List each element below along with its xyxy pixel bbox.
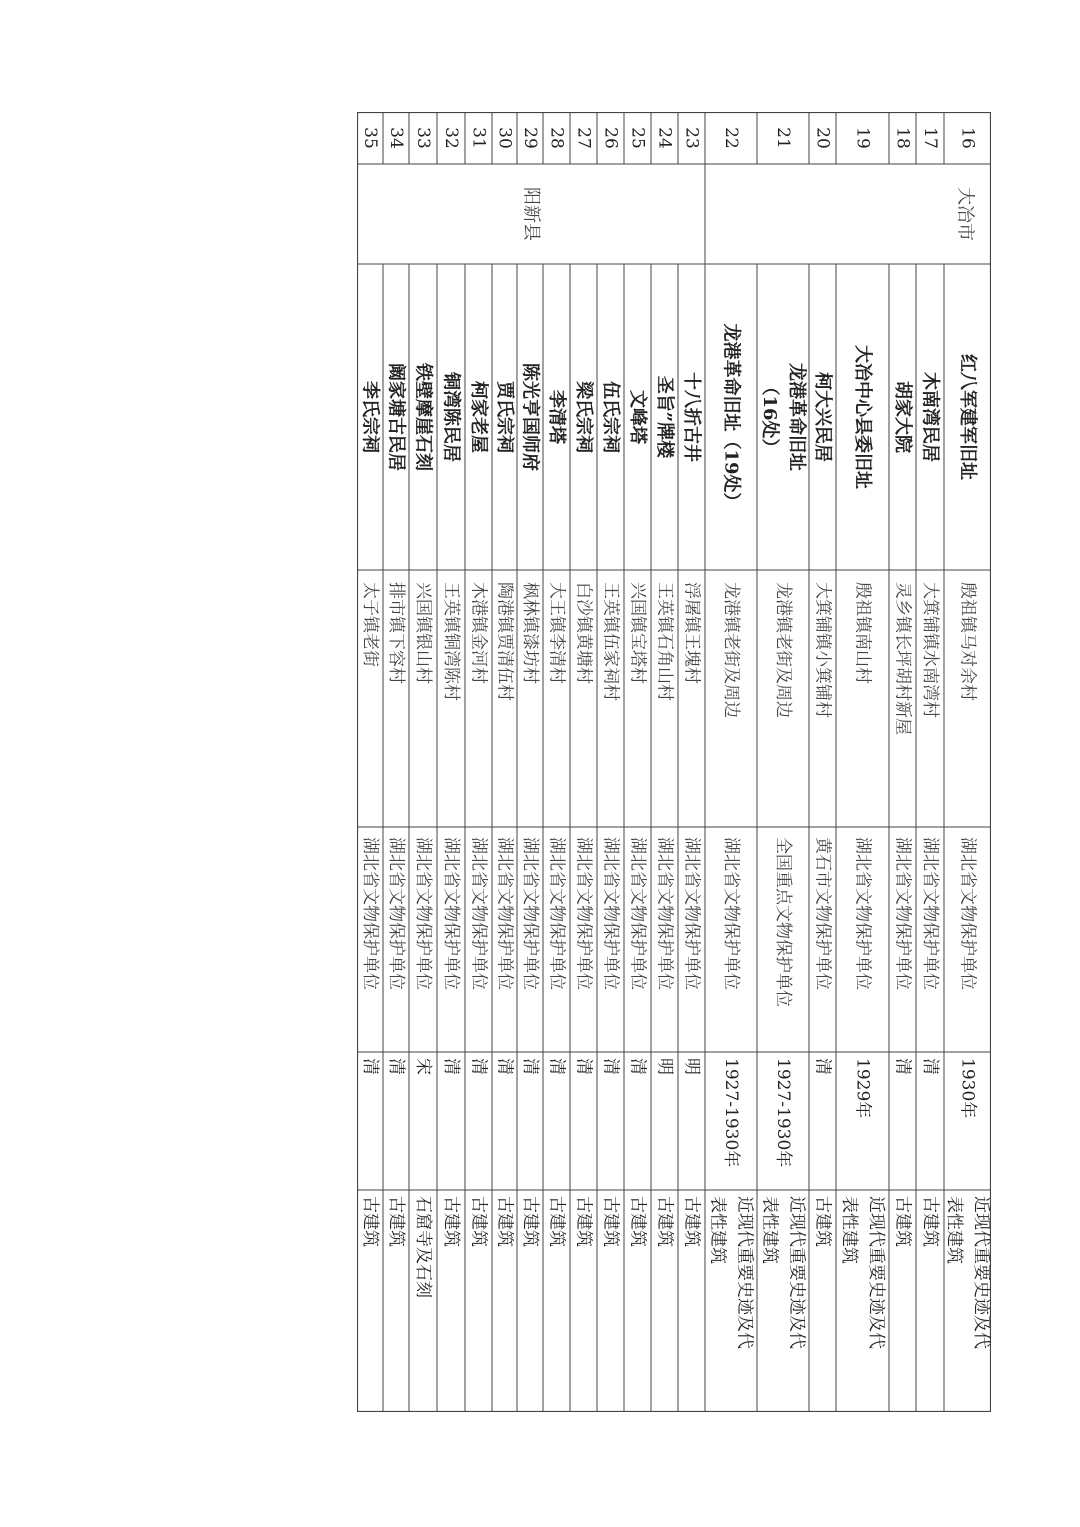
site-era: 1930年 (957, 1058, 978, 1119)
site-location: 龙港镇老街及周边 (721, 582, 741, 718)
row-number: 28 (546, 127, 567, 149)
protection-level: 湖北省文物保护单位 (892, 837, 913, 990)
site-location: 殷祖镇南山村 (852, 582, 873, 684)
site-name: 铜湾陈民居 (440, 372, 462, 462)
row-number: 29 (520, 127, 540, 149)
protection-level: 湖北省文物保护单位 (468, 837, 489, 990)
protection-level: 湖北省文物保护单位 (957, 837, 978, 990)
site-category: 古建筑 (494, 1196, 515, 1247)
row-number: 20 (812, 127, 833, 149)
site-era: 1929年 (852, 1058, 873, 1119)
row-number: 18 (892, 127, 913, 149)
site-location: 排市镇下容村 (386, 582, 406, 684)
site-era: 清 (892, 1058, 913, 1075)
city-group-label: 阳新县 (520, 187, 542, 241)
site-era: 清 (468, 1058, 489, 1075)
row-number: 25 (627, 127, 648, 149)
site-location: 陶港镇贾清伍村 (494, 582, 515, 701)
row-number: 24 (654, 127, 675, 149)
site-name: 柯大兴民居 (812, 372, 833, 462)
row-number: 27 (573, 127, 594, 149)
table-cells (360, 127, 992, 1349)
site-category: 古建筑 (573, 1196, 594, 1247)
row-number: 16 (957, 127, 978, 149)
site-category: 古建筑 (681, 1196, 702, 1247)
site-name: 圣旨”牌楼 (654, 375, 675, 459)
site-name: 十八折古井 (681, 372, 702, 462)
site-name: 大冶中心县委旧址 (852, 345, 873, 489)
site-era: 清 (386, 1058, 406, 1075)
protection-level: 湖北省文物保护单位 (627, 837, 648, 990)
site-name: 梁氏宗祠 (573, 381, 594, 453)
site-category: 古建筑 (654, 1196, 675, 1247)
site-location: 王英镇伍家祠村 (600, 582, 621, 701)
site-category: 古建筑 (468, 1196, 489, 1247)
site-era: 宋 (413, 1058, 433, 1075)
site-name: 陈光亨国师府 (519, 363, 541, 471)
row-number: 23 (681, 127, 702, 149)
site-name: 龙港革命旧址 (786, 363, 807, 471)
site-location: 殷祖镇马对余村 (957, 582, 978, 701)
site-era: 清 (441, 1058, 461, 1075)
site-category: 表性建筑 (944, 1196, 964, 1264)
site-era: 1927-1930年 (773, 1058, 793, 1168)
row-number: 31 (468, 127, 489, 149)
site-category: 近现代重要史迹及代 (971, 1196, 991, 1349)
site-category: 石窟寺及石刻 (413, 1196, 433, 1298)
protection-level: 湖北省文物保护单位 (920, 837, 940, 990)
protection-level: 湖北省文物保护单位 (654, 837, 675, 990)
site-era: 清 (360, 1058, 380, 1075)
site-name: 龙港革命旧址（19处） (720, 323, 742, 511)
protection-level: 湖北省文物保护单位 (573, 837, 594, 990)
site-name: 铁壁摩崖石刻 (412, 363, 434, 471)
site-location: 浮屠镇王塊村 (681, 582, 702, 684)
protection-level: 湖北省文物保护单位 (413, 837, 433, 990)
site-location: 枫林镇漆坊村 (520, 582, 540, 684)
site-location: 木港镇金河村 (468, 582, 489, 684)
site-category: 古建筑 (600, 1196, 621, 1247)
protection-level: 湖北省文物保护单位 (520, 837, 540, 990)
site-location: 王英镇石角山村 (654, 582, 675, 701)
site-era: 明 (654, 1058, 675, 1075)
protection-level: 全国重点文物保护单位 (773, 837, 793, 1007)
site-category: 古建筑 (386, 1196, 406, 1247)
site-category: 表性建筑 (839, 1196, 859, 1264)
site-category: 近现代重要史迹及代 (786, 1196, 807, 1349)
site-era: 明 (681, 1058, 702, 1075)
site-name: 伍氏宗祠 (600, 381, 621, 453)
site-name: 李氏宗祠 (359, 381, 381, 453)
site-era: 清 (600, 1058, 621, 1075)
site-category: 近现代重要史迹及代 (734, 1196, 755, 1349)
row-number: 26 (600, 127, 621, 149)
site-category: 古建筑 (892, 1196, 913, 1247)
site-category: 表性建筑 (759, 1196, 780, 1264)
row-number: 21 (773, 127, 793, 149)
row-number: 30 (494, 127, 515, 149)
site-era: 清 (920, 1058, 940, 1075)
site-name: 红八军建军旧址 (957, 354, 978, 480)
row-number: 17 (920, 127, 940, 149)
site-location: 大箕铺镇水南湾村 (920, 582, 940, 718)
site-era: 清 (520, 1058, 540, 1075)
site-name: 柯家老屋 (468, 381, 489, 453)
site-era: 1927-1930年 (721, 1058, 741, 1168)
site-location: 王英镇铜湾陈村 (441, 582, 461, 701)
site-location: 大箕铺镇小箕铺村 (812, 582, 833, 718)
site-location: 太子镇老街 (360, 582, 380, 667)
row-number: 33 (413, 127, 433, 149)
site-category: 古建筑 (920, 1196, 940, 1247)
site-category: 古建筑 (360, 1196, 380, 1247)
protection-level: 湖北省文物保护单位 (721, 837, 741, 990)
site-era: 清 (573, 1058, 594, 1075)
heritage-table-page (357, 112, 991, 1412)
row-number: 35 (360, 127, 380, 149)
site-location: 兴国镇宝塔村 (627, 582, 648, 684)
row-number: 19 (852, 127, 873, 149)
site-category: 近现代重要史迹及代 (866, 1196, 886, 1349)
site-name: 贾氏宗祠 (494, 381, 515, 453)
site-name: （16处） (759, 377, 780, 457)
site-name: 文峰塔 (627, 390, 648, 444)
protection-level: 湖北省文物保护单位 (441, 837, 461, 990)
site-name: 李清塔 (546, 390, 567, 444)
row-number: 22 (721, 127, 741, 149)
site-era: 清 (546, 1058, 567, 1075)
site-location: 兴国镇银山村 (413, 582, 433, 684)
site-era: 清 (494, 1058, 515, 1075)
protection-level: 黄石市文物保护单位 (812, 837, 833, 990)
protection-level: 湖北省文物保护单位 (852, 837, 873, 990)
site-category: 古建筑 (812, 1196, 833, 1247)
city-group-label: 大冶市 (954, 187, 976, 241)
site-category: 古建筑 (546, 1196, 567, 1247)
heritage-sites-table (357, 112, 991, 1412)
site-era: 清 (812, 1058, 833, 1075)
protection-level: 湖北省文物保护单位 (546, 837, 567, 990)
row-number: 34 (386, 127, 406, 149)
protection-level: 湖北省文物保护单位 (360, 837, 380, 990)
site-era: 清 (627, 1058, 648, 1075)
site-location: 大王镇李清村 (546, 582, 567, 684)
site-category: 古建筑 (627, 1196, 648, 1247)
protection-level: 湖北省文物保护单位 (600, 837, 621, 990)
protection-level: 湖北省文物保护单位 (494, 837, 515, 990)
site-location: 灵乡镇长坪胡村新屋 (892, 582, 913, 735)
protection-level: 湖北省文物保护单位 (386, 837, 406, 990)
row-number: 32 (441, 127, 461, 149)
site-location: 龙港镇老街及周边 (773, 582, 793, 718)
site-name: 阚家塘古民居 (385, 363, 407, 471)
protection-level: 湖北省文物保护单位 (681, 837, 702, 990)
site-category: 古建筑 (520, 1196, 540, 1247)
site-category: 古建筑 (441, 1196, 461, 1247)
site-name: 木南湾民居 (919, 372, 941, 462)
site-location: 白沙镇黄塘村 (573, 582, 594, 684)
site-name: 胡家大院 (892, 381, 913, 453)
site-category: 表性建筑 (707, 1196, 728, 1264)
